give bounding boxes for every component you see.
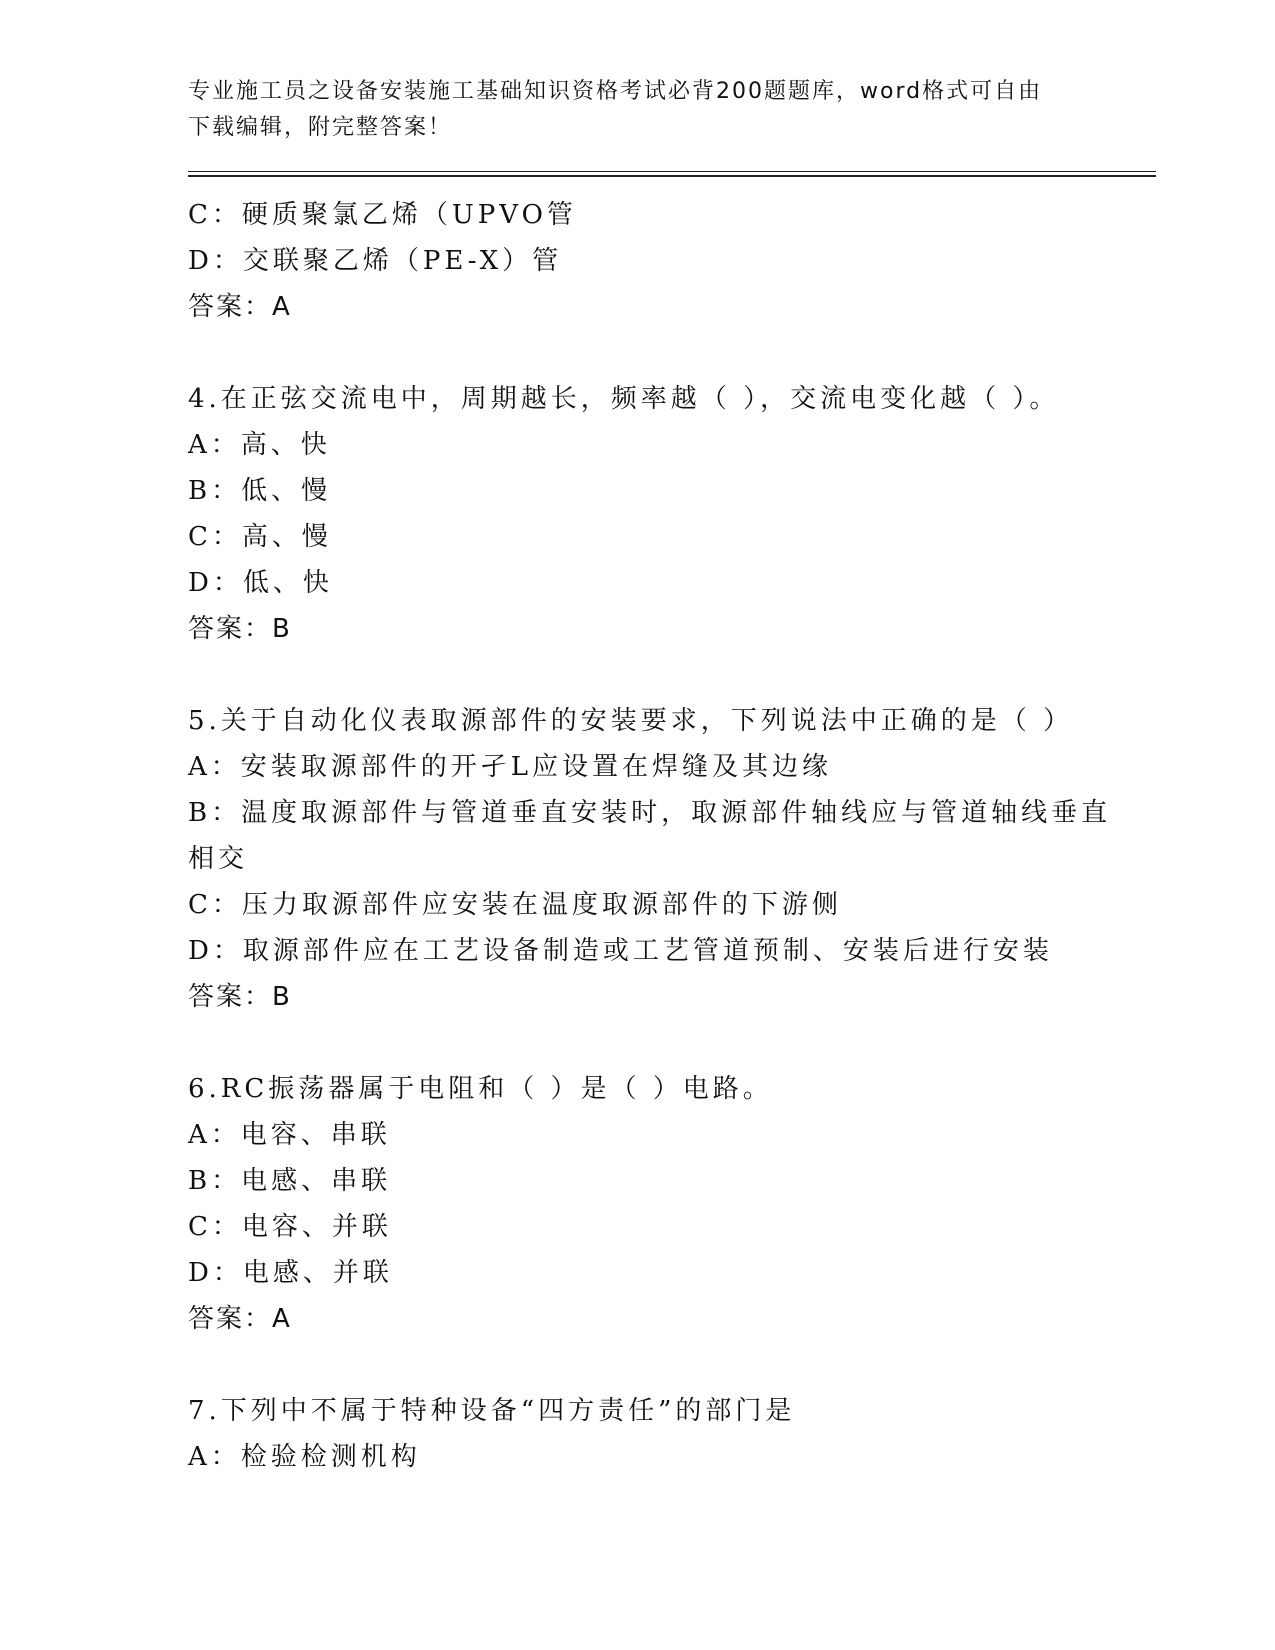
answer: 答案：A (188, 1304, 292, 1334)
header-rule-top (188, 171, 1156, 172)
header-line-1: 专业施工员之设备安装施工基础知识资格考试必背200题题库，word格式可自由 (188, 79, 1043, 104)
option-b: B：电感、串联 (188, 1166, 392, 1196)
document-header (188, 74, 1088, 146)
question-list (188, 192, 1112, 1480)
header-rule-bottom (188, 175, 1156, 177)
option-a: A：高、快 (188, 430, 331, 460)
option-b-continued: 相交 (188, 844, 249, 874)
spacer (188, 1342, 1088, 1388)
question-4 (188, 376, 1088, 652)
option-d: D：电感、并联 (188, 1258, 393, 1288)
option-d: D：取源部件应在工艺设备制造或工艺管道预制、安装后进行安装 (188, 936, 1053, 966)
question-3-tail (188, 192, 1088, 330)
option-b: B：温度取源部件与管道垂直安装时，取源部件轴线应与管道轴线垂直 (188, 798, 1112, 828)
question-text: 6.RC振荡器属于电阻和（ ）是（ ）电路。 (188, 1074, 773, 1104)
question-text: 5.关于自动化仪表取源部件的安装要求，下列说法中正确的是（ ） (188, 706, 1074, 736)
option-c: C：压力取源部件应安装在温度取源部件的下游侧 (188, 890, 842, 920)
spacer (188, 330, 1088, 376)
option-c: C：硬质聚氯乙烯（UPVO管 (188, 200, 577, 230)
option-b: B：低、慢 (188, 476, 332, 506)
option-a: A：电容、串联 (188, 1120, 391, 1150)
answer: 答案：B (188, 982, 292, 1012)
answer: 答案：B (188, 614, 292, 644)
option-c: C：高、慢 (188, 522, 332, 552)
question-7 (188, 1388, 1088, 1480)
option-d: D：低、快 (188, 568, 333, 598)
answer: 答案：A (188, 292, 292, 322)
option-a: A：检验检测机构 (188, 1442, 421, 1472)
spacer (188, 1020, 1088, 1066)
header-line-2: 下载编辑，附完整答案！ (188, 115, 453, 140)
question-5 (188, 698, 1112, 1020)
option-a: A：安装取源部件的开孑L应设置在焊缝及其边缘 (188, 752, 833, 782)
question-text: 4.在正弦交流电中，周期越长，频率越（ ），交流电变化越（ ）。 (188, 384, 1060, 414)
spacer (188, 652, 1088, 698)
question-6 (188, 1066, 1088, 1342)
question-text: 7.下列中不属于特种设备“四方责任”的部门是 (188, 1396, 796, 1426)
option-d: D：交联聚乙烯（PE-X）管 (188, 246, 563, 276)
option-c: C：电容、并联 (188, 1212, 392, 1242)
